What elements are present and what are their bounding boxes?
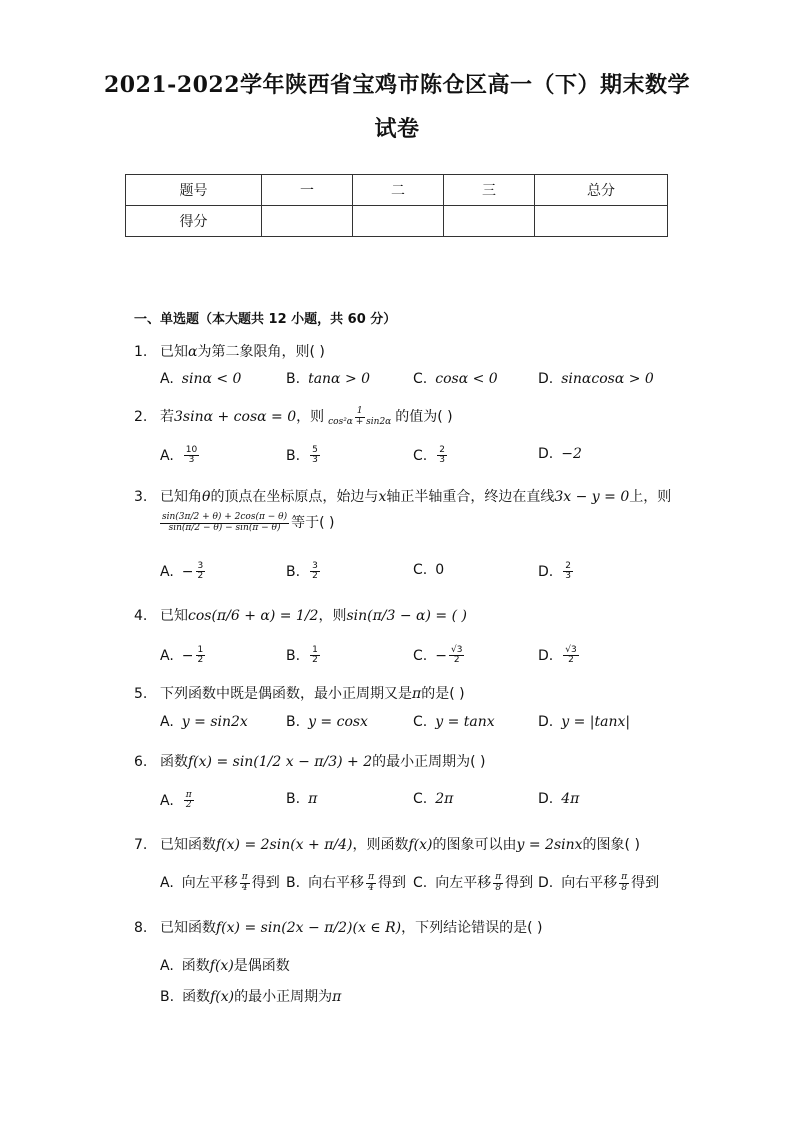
fraction-numerator: 2 [565,561,571,571]
option-math: f(x) [209,958,234,974]
stem-math: cos(π/6 + α) = 1/2 [188,608,319,624]
fraction-denominator: 8 [621,882,628,893]
option-fraction [310,562,320,582]
option-fraction [184,446,199,466]
option-c [413,791,453,807]
option-label: C. [413,714,428,730]
option-label: C. [413,562,428,578]
exam-title-line2: 试卷 [374,116,420,142]
question-1 [134,341,325,361]
fraction-numerator: 2 [439,445,445,455]
stem-text: 等于( ) [291,515,335,531]
fraction-numerator: 1 [312,645,318,655]
option-fraction [563,562,573,582]
score-table [125,174,668,237]
stem-math: π [412,686,422,702]
option-label: C. [413,791,428,807]
section-heading: 一、单选题（本大题共 12 小题，共 60 分） [134,312,397,327]
option-text: 得到 [377,875,406,891]
option-text: 是偶函数 [233,958,290,974]
question-number: 1. [134,344,148,360]
score-header-cell: 一 [262,175,353,206]
option-label: D. [538,563,554,580]
option-label: B. [286,714,301,730]
stem-text: 的图象可以由 [432,837,517,853]
score-cell [262,206,353,237]
option-text: 得到 [251,875,280,891]
stem-text: 函数 [160,754,188,770]
stem-text: 为第二象限角，则( ) [197,344,325,360]
score-cell [353,206,444,237]
option-text: 的最小正周期为 [234,989,333,1005]
option-label: B. [160,989,175,1005]
fraction-denominator: 2 [453,655,460,666]
fraction-numerator: 3 [197,561,204,571]
fraction-denominator: 2 [312,571,318,582]
stem-text: ，下列结论错误的是( ) [401,920,543,936]
fraction-numerator: π [185,790,192,800]
option-d [538,562,575,582]
option-label: B. [286,447,301,464]
option-label: A. [160,447,174,464]
question-number: 5. [134,686,148,702]
fraction-denominator: 4 [241,882,248,893]
question-7 [134,834,640,854]
option-label: C. [413,875,428,891]
option-c [413,872,533,893]
fraction-numerator: π [621,872,628,883]
stem-math: f(x) = 2sin(x + π/4) [216,837,353,853]
stem-text: ，则 [318,608,347,624]
option-math: f(x) [210,989,235,1005]
fraction-denominator: sin(π/2 − θ) − sin(π − θ) [168,522,281,533]
stem-math: y = 2sinx [516,837,583,853]
option-d [538,872,659,893]
option-label: D. [538,875,554,891]
option-label: B. [286,791,301,807]
stem-text: 上，则 [629,489,672,505]
score-cell [444,206,535,237]
stem-text: 的图象( ) [582,837,640,853]
option-label: B. [286,371,301,387]
option-fraction [310,646,320,666]
question-3 [134,486,671,506]
option-c [413,562,444,578]
option-fraction [493,873,503,893]
stem-text: 的顶点在坐标原点，始边与 [210,489,379,505]
fraction-denominator: 2 [197,571,204,582]
option-text: cosα < 0 [435,371,498,387]
option-fraction [184,791,194,811]
question-number: 8. [134,920,148,936]
option-fraction [563,646,578,666]
stem-text: 已知函数 [160,837,216,853]
option-text: −2 [561,446,582,462]
option-text: 得到 [505,875,534,891]
question-6 [134,751,485,771]
stem-text: ，则 [296,409,325,425]
option-label: A. [160,563,174,580]
question-number: 4. [134,608,148,624]
option-fraction [437,446,447,466]
question-3-fraction-line [160,512,334,533]
option-label: C. [413,447,428,464]
option-b [286,791,317,807]
option-label: A. [160,875,174,891]
option-text: 函数 [181,958,210,974]
option-d [538,446,582,462]
stem-math: f(x) [408,837,433,853]
stem-math: x [378,489,387,505]
option-fraction [619,873,629,893]
stem-text: ，则函数 [352,837,409,853]
question-8 [134,917,543,937]
fraction-denominator: 2 [568,655,574,666]
option-b [286,872,406,893]
score-header-cell: 题号 [126,175,262,206]
option-label: D. [538,446,554,462]
option-d [538,371,654,387]
fraction-denominator: 3 [565,571,571,582]
fraction-numerator: 1 [197,645,204,655]
option-label: A. [160,958,174,974]
question-number: 2. [134,409,148,425]
stem-text: 的是( ) [421,686,465,702]
option-d [538,646,581,666]
option-label: B. [286,875,301,891]
option-a [160,872,280,893]
option-a [160,562,207,582]
option-b [286,562,322,582]
option-text: 向右平移 [561,875,618,891]
option-text: y = sin2x [181,714,248,730]
score-header-cell: 三 [444,175,535,206]
option-d [538,791,579,807]
stem-math: 3x − y = 0 [554,489,630,505]
fraction-denominator: 2 [312,655,318,666]
fraction-denominator: 8 [495,882,502,893]
option-text: 2π [435,791,454,807]
option-text: y = |tanx| [561,714,631,730]
option-text: 函数 [182,989,211,1005]
stem-fraction [160,513,289,533]
option-text: 向左平移 [435,875,492,891]
fraction-numerator: π [241,872,248,883]
fraction-denominator: 3 [312,455,318,466]
stem-text: 已知角 [160,489,202,505]
option-text: π [308,791,318,807]
option-text: y = cosx [308,714,368,730]
option-label: A. [160,371,174,387]
option-text: sinα < 0 [181,371,242,387]
fraction-numerator: π [368,872,374,883]
fraction-denominator: 3 [439,455,445,466]
option-d [538,714,630,730]
fraction-numerator: 10 [185,445,198,455]
score-table-score-row [126,206,668,237]
stem-text: 若 [160,409,174,425]
stem-text: 的值为( ) [395,409,453,425]
option-label: A. [160,714,174,730]
option-label: D. [538,371,554,387]
option-text: 0 [435,562,445,578]
option-label: D. [538,791,554,807]
stem-math: sin(π/3 − α) = ( ) [346,608,467,624]
stem-text: 已知函数 [160,920,216,936]
stem-text: 的最小正周期为( ) [372,754,486,770]
question-5 [134,683,465,703]
score-row-label: 得分 [126,206,262,237]
option-b [286,714,368,730]
option-fraction [366,873,376,893]
stem-text: 下列函数中既是偶函数，最小正周期又是 [160,686,412,702]
option-c [413,371,498,387]
question-2 [134,406,453,427]
exam-title-line1: 2021-2022学年陕西省宝鸡市陈仓区高一（下）期末数学 [103,72,691,98]
question-number: 7. [134,837,148,853]
option-fraction [310,446,320,466]
option-label: B. [286,563,301,580]
option-text: sinαcosα > 0 [561,371,654,387]
fraction-denominator: 2 [185,800,192,811]
option-text: tanα > 0 [308,371,371,387]
stem-math: f(x) = sin(1/2 x − π/3) + 2 [188,754,373,770]
option-a [160,446,201,466]
score-cell [535,206,668,237]
fraction-numerator: sin(3π/2 + θ) + 2cos(π − θ) [162,512,288,523]
fraction-denominator: 4 [368,882,374,893]
option-8b [160,986,341,1006]
fraction-numerator: √3 [450,645,463,655]
option-fraction [196,646,206,666]
option-text: y = tanx [435,714,495,730]
option-text: 得到 [631,875,660,891]
option-label: C. [413,371,428,387]
option-sign: − [181,563,194,580]
option-a [160,646,207,666]
question-number: 3. [134,489,148,505]
option-fraction [196,562,206,582]
score-header-cell: 二 [353,175,444,206]
option-sign: − [181,647,194,664]
stem-math: θ [202,489,211,505]
stem-text: 已知 [160,608,188,624]
option-label: A. [160,647,174,664]
option-8a [160,955,290,975]
question-4 [134,605,467,625]
option-b [286,646,322,666]
option-label: D. [538,714,554,730]
score-header-cell: 总分 [535,175,668,206]
option-text: 向右平移 [308,875,365,891]
stem-fraction [326,407,393,427]
option-c [413,446,449,466]
option-c [413,646,466,666]
option-b [286,371,370,387]
option-a [160,791,196,811]
option-label: D. [538,647,554,664]
option-math: π [332,989,342,1005]
option-label: A. [160,792,174,809]
option-c [413,714,495,730]
option-fraction [449,646,464,666]
option-text: 4π [561,791,580,807]
fraction-numerator: 3 [312,561,318,571]
fraction-numerator: √3 [565,645,577,655]
stem-math: α [188,344,198,360]
stem-math: f(x) = sin(2x − π/2)(x ∈ R) [216,920,402,936]
option-label: B. [286,647,301,664]
fraction-numerator: 1 [356,406,363,417]
score-table-header-row [126,175,668,206]
option-sign: − [435,647,447,664]
fraction-denominator: cos²α + sin2α [328,416,392,427]
stem-text: 已知 [160,344,188,360]
stem-math: 3sinα + cosα = 0 [174,409,297,425]
fraction-denominator: 3 [188,455,195,466]
option-a [160,371,241,387]
fraction-numerator: 5 [312,445,318,455]
option-text: 向左平移 [181,875,238,891]
stem-text: 轴正半轴重合，终边在直线 [386,489,555,505]
fraction-denominator: 2 [197,655,204,666]
option-a [160,714,248,730]
fraction-numerator: π [495,872,502,883]
option-label: C. [413,647,428,664]
option-fraction [240,873,250,893]
question-number: 6. [134,754,148,770]
option-b [286,446,322,466]
